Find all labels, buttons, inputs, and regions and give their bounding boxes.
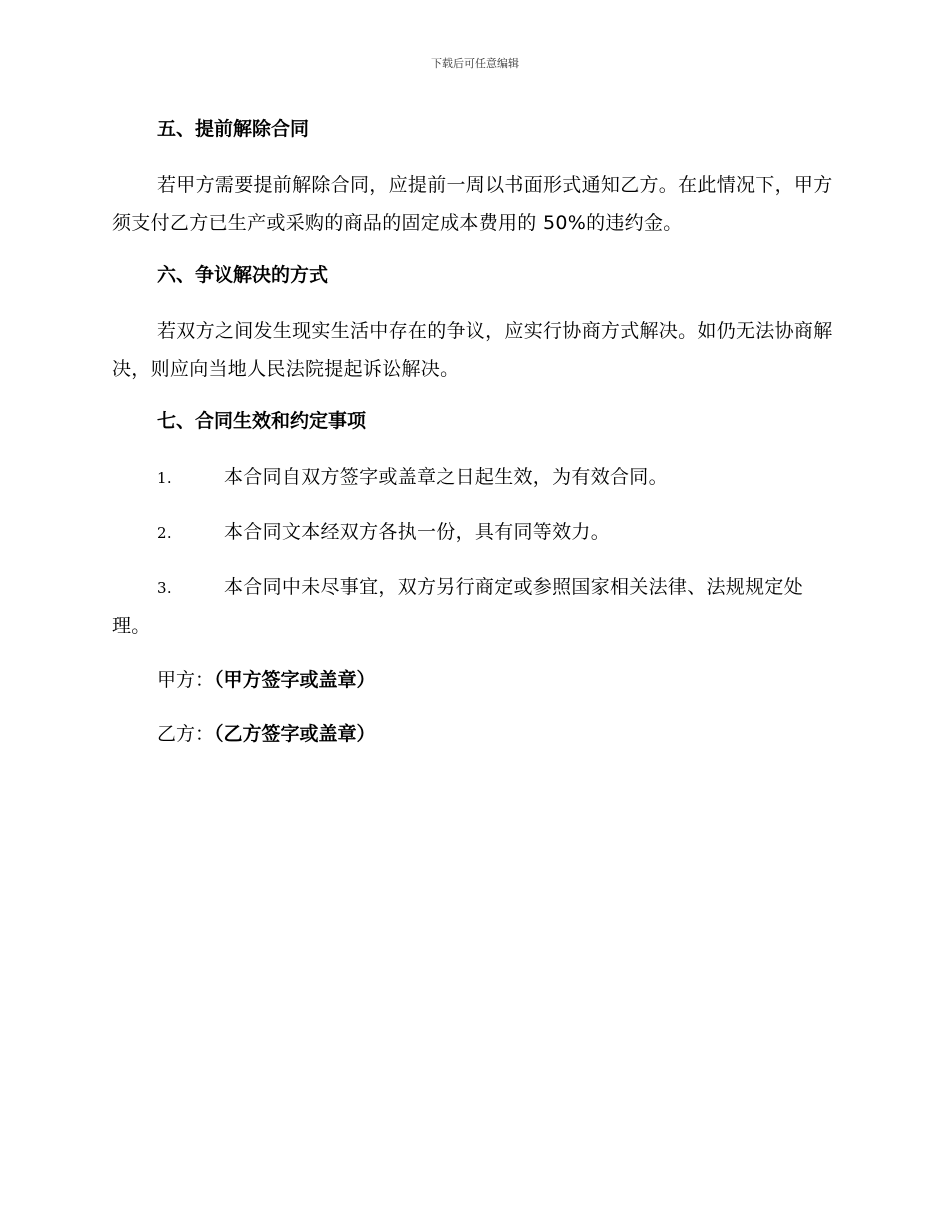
- list-item-text: 本合同中未尽事宜，双方另行商定或参照国家相关法律、法规规定处理。: [112, 576, 804, 637]
- signature-party-b-value: （乙方签字或盖章）: [214, 723, 376, 745]
- list-item-number: 2.: [157, 524, 172, 542]
- list-item-text: 本合同文本经双方各执一份，具有同等效力。: [224, 521, 611, 543]
- section-body-early-termination: 若甲方需要提前解除合同，应提前一周以书面形式通知乙方。在此情况下，甲方须支付乙方已生产或采购的商品的固定成本费用的 50%的违约金。: [112, 174, 833, 234]
- section-heading-early-termination: 五、提前解除合同: [157, 118, 310, 140]
- section-body-dispute-resolution: 若双方之间发生现实生活中存在的争议，应实行协商方式解决。如仍无法协商解决，则应向当地人民法院提起诉讼解决。: [112, 320, 833, 380]
- list-item: [112, 568, 834, 645]
- signature-party-a-value: （甲方签字或盖章）: [214, 669, 376, 691]
- section-heading-effectiveness: 七、合同生效和约定事项: [157, 410, 367, 432]
- page-header: 下载后可任意编辑: [431, 57, 519, 70]
- list-item-text: 本合同自双方签字或盖章之日起生效，为有效合同。: [224, 466, 668, 488]
- section-heading-dispute-resolution: 六、争议解决的方式: [157, 264, 329, 286]
- list-item: [112, 513, 834, 552]
- signature-party-b-label: 乙方：: [157, 723, 215, 745]
- list-item-number: 1.: [157, 469, 172, 487]
- signature-party-a-label: 甲方：: [157, 669, 215, 691]
- list-item-number: 3.: [157, 579, 172, 597]
- signature-party-a: [112, 661, 834, 699]
- signature-party-b: [112, 715, 834, 753]
- list-item: [112, 458, 834, 497]
- document-body: [112, 112, 834, 769]
